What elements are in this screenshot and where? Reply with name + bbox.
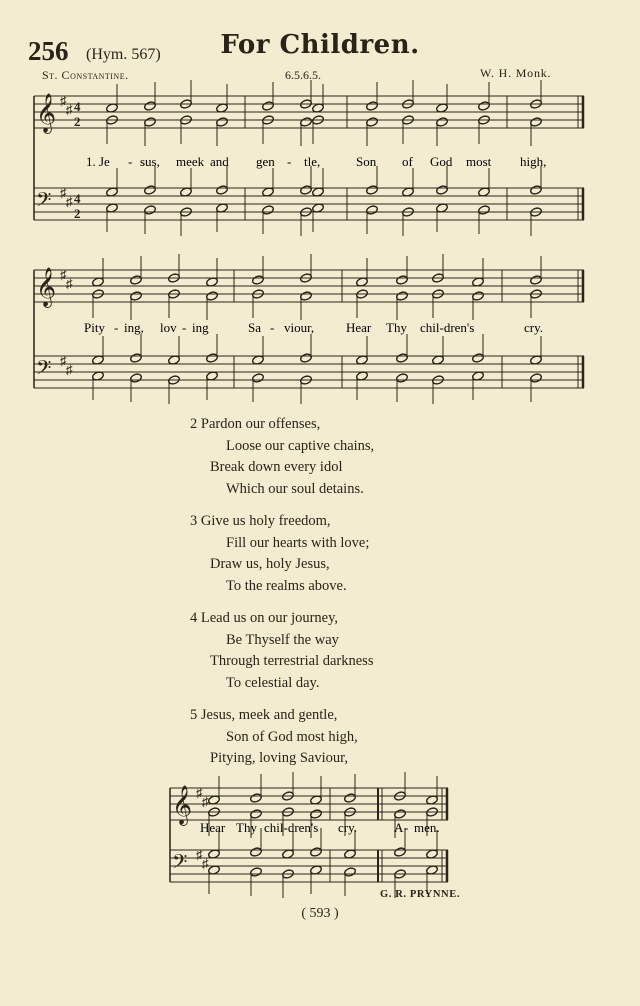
lyric-syllable: Pity — [84, 320, 105, 335]
note-head — [262, 101, 275, 112]
note-head — [344, 793, 357, 804]
note-head — [530, 275, 543, 286]
note-head — [472, 291, 485, 302]
lyric-syllable: Hear — [346, 320, 372, 335]
verse-5 — [190, 705, 550, 770]
lyric-syllable: Thy — [236, 820, 257, 835]
note-head — [366, 101, 379, 112]
note-head — [130, 275, 143, 286]
key-signature-icon: ♯ — [202, 856, 209, 871]
treble-clef-icon: 𝄞 — [36, 267, 57, 307]
lyric-syllable: - — [114, 320, 119, 335]
verse-number: 4 — [190, 610, 198, 626]
time-signature: 2 — [74, 114, 81, 129]
lyric-syllable: viour, — [284, 320, 315, 335]
note-head — [530, 117, 543, 128]
note-head — [216, 117, 229, 128]
lyrics-1 — [86, 154, 546, 169]
verse-line: Through terrestrial darkness — [210, 653, 374, 669]
note-head — [300, 117, 313, 128]
lyric-syllable: A — [394, 820, 404, 835]
lyric-syllable: Hear — [200, 820, 226, 835]
lyric-syllable: - — [287, 154, 292, 169]
note-head — [216, 185, 229, 196]
verse-line: Lead us on our journey, — [200, 610, 339, 626]
treble-clef-icon: 𝄞 — [36, 93, 57, 133]
verse-3 — [190, 511, 550, 597]
bass-staff-3 — [170, 850, 448, 882]
arranger: G. R. PRYNNE. — [380, 889, 461, 900]
note-head — [130, 373, 143, 384]
bass-clef-icon: 𝄢 — [36, 188, 52, 216]
lyric-syllable: 1. Je — [86, 154, 110, 169]
lyric-syllable: meek — [176, 154, 205, 169]
hymn-reference: (Hym. 567) — [86, 46, 161, 63]
lyric-syllable: high, — [520, 154, 547, 169]
verses — [190, 414, 550, 781]
note-head — [262, 205, 275, 216]
note-head — [436, 117, 449, 128]
note-head — [206, 353, 219, 364]
key-signature-icon: ♯ — [60, 267, 67, 282]
verse-line: Jesus, meek and gentle, — [200, 707, 338, 723]
lyric-syllable: cry. — [524, 320, 544, 335]
lyric-syllable: - — [270, 320, 275, 335]
note-head — [478, 205, 491, 216]
note-head — [530, 373, 543, 384]
note-head — [144, 185, 157, 196]
note-head — [130, 353, 143, 364]
lyric-syllable: cry. — [338, 820, 358, 835]
system-3 — [170, 788, 448, 882]
verse-4 — [190, 608, 550, 694]
verse-line: Which our soul detains. — [226, 480, 364, 497]
key-signature-icon: ♯ — [66, 194, 73, 209]
lyric-syllable: men. — [414, 820, 440, 835]
note-head — [396, 275, 409, 286]
verse-line: Pitying, loving Saviour, — [210, 750, 348, 766]
lyric-syllable: sus, — [140, 154, 160, 169]
notes-system-3 — [208, 772, 439, 898]
lyric-syllable: and — [210, 154, 229, 169]
note-head — [250, 809, 263, 820]
note-head — [396, 373, 409, 384]
note-head — [396, 291, 409, 302]
lyric-syllable: chil-dren's — [264, 820, 319, 835]
time-signature: 4 — [74, 99, 81, 114]
lyric-syllable: God — [430, 154, 453, 169]
note-head — [366, 185, 379, 196]
key-signature-icon: ♯ — [196, 785, 203, 800]
lyric-syllable: gen — [256, 154, 275, 169]
note-head — [396, 353, 409, 364]
treble-clef-icon: 𝄞 — [172, 785, 193, 825]
verse-line: Draw us, holy Jesus, — [210, 556, 330, 572]
lyric-syllable: lov — [160, 320, 177, 335]
note-head — [130, 291, 143, 302]
note-head — [250, 867, 263, 878]
time-signature: 2 — [74, 206, 81, 221]
note-head — [250, 793, 263, 804]
note-head — [300, 185, 313, 196]
verse-line: Son of God most high, — [226, 728, 358, 745]
key-signature-icon: ♯ — [196, 847, 203, 862]
verse-number: 5 — [190, 707, 198, 723]
note-head — [310, 809, 323, 820]
lyric-syllable: - — [182, 320, 187, 335]
note-head — [344, 867, 357, 878]
note-head — [300, 353, 313, 364]
note-head — [366, 117, 379, 128]
note-head — [250, 847, 263, 858]
key-signature-icon: ♯ — [60, 353, 67, 368]
verse-line: Loose our captive chains, — [226, 437, 375, 454]
note-head — [300, 291, 313, 302]
note-head — [252, 275, 265, 286]
verse-line: Fill our hearts with love; — [226, 534, 370, 551]
verse-line: Pardon our offenses, — [200, 416, 321, 432]
note-head — [144, 205, 157, 216]
lyrics-3 — [200, 820, 440, 835]
lyric-syllable: ing — [192, 320, 209, 335]
page-number: ( 593 ) — [301, 906, 339, 921]
lyric-syllable: chil-dren's — [420, 320, 475, 335]
note-head — [530, 185, 543, 196]
verse-line: Be Thyself the way — [226, 631, 339, 648]
key-signature-icon: ♯ — [66, 362, 73, 377]
note-head — [144, 101, 157, 112]
bass-clef-icon: 𝄢 — [36, 356, 52, 384]
verse-line: Give us holy freedom, — [200, 513, 331, 529]
note-head — [472, 353, 485, 364]
verse-line: Break down every idol — [210, 459, 343, 475]
key-signature-icon: ♯ — [66, 276, 73, 291]
note-head — [436, 185, 449, 196]
note-head — [310, 847, 323, 858]
hymn-title: For Children. — [220, 30, 420, 60]
verse-line: To the realms above. — [226, 577, 347, 594]
lyric-syllable: Son — [356, 154, 377, 169]
lyric-syllable: of — [402, 154, 413, 169]
lyric-syllable: - — [404, 820, 409, 835]
verse-line: To celestial day. — [226, 674, 320, 691]
note-head — [394, 847, 407, 858]
lyrics-2 — [84, 320, 543, 335]
key-signature-icon: ♯ — [60, 93, 67, 108]
key-signature-icon: ♯ — [202, 794, 209, 809]
lyric-syllable: - — [128, 154, 133, 169]
key-signature-icon: ♯ — [66, 102, 73, 117]
note-head — [252, 373, 265, 384]
note-head — [394, 809, 407, 820]
lyric-syllable: ing, — [124, 320, 144, 335]
time-signature: 4 — [74, 191, 81, 206]
key-signature-icon: ♯ — [60, 185, 67, 200]
bass-clef-icon: 𝄢 — [172, 850, 188, 878]
hymn-number: 256 — [28, 36, 69, 66]
note-head — [366, 205, 379, 216]
note-head — [478, 101, 491, 112]
lyric-syllable: most — [466, 154, 492, 169]
lyric-syllable: tle, — [304, 154, 321, 169]
tune-name: St. Constantine. — [42, 68, 129, 82]
lyric-syllable: Thy — [386, 320, 407, 335]
lyric-syllable: Sa — [248, 320, 261, 335]
meter: 6.5.6.5. — [285, 68, 321, 82]
verse-2 — [190, 414, 550, 500]
verse-number: 3 — [190, 513, 198, 529]
verse-number: 2 — [190, 416, 198, 432]
note-head — [144, 117, 157, 128]
note-head — [206, 291, 219, 302]
composer: W. H. Monk. — [480, 66, 552, 80]
